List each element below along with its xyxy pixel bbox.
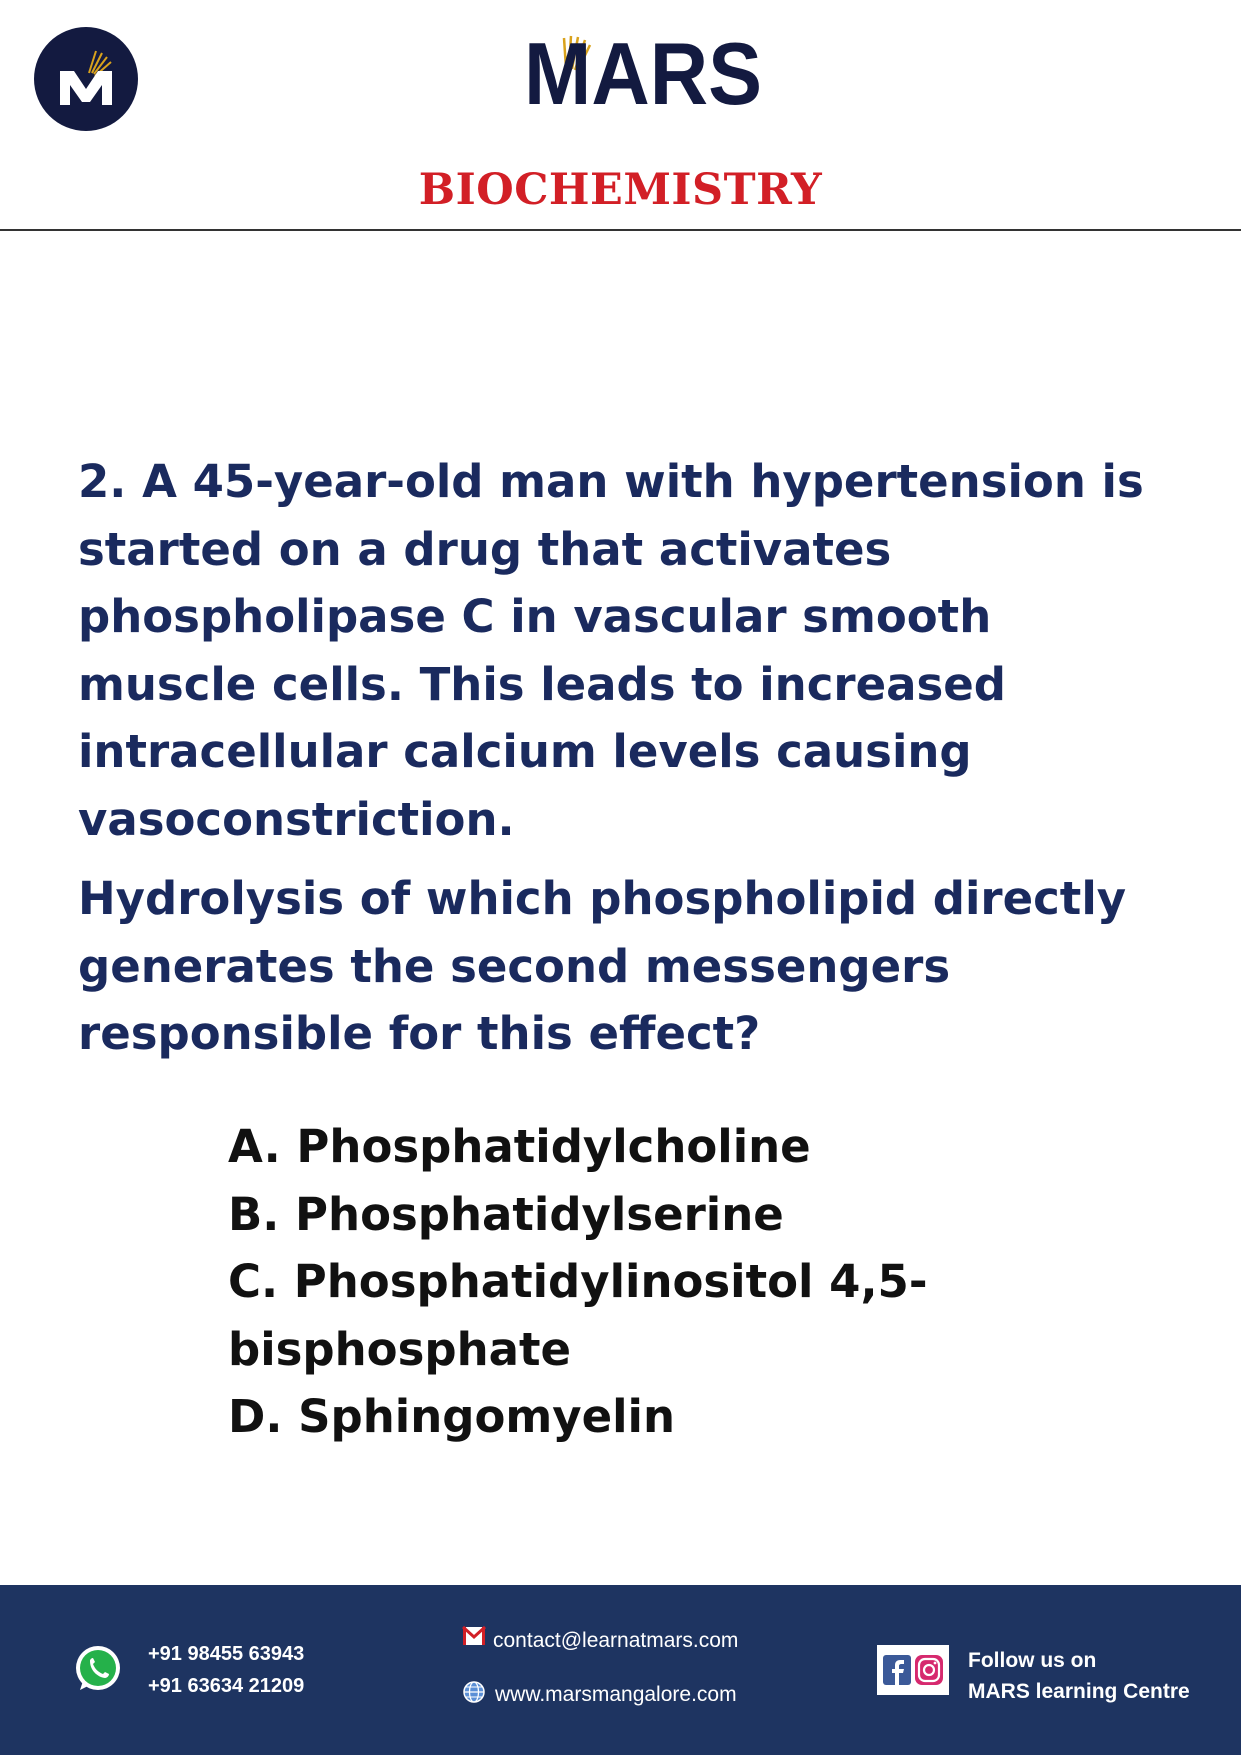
header-divider xyxy=(0,229,1241,231)
facebook-icon xyxy=(883,1655,911,1685)
question-stem: 2. A 45-year-old man with hypertension is started on a drug that activates phospholipase C in vascular smooth muscle cells. This leads to increased intracellular calcium levels causing vasoconstriction. xyxy=(78,455,1144,846)
follow-label: Follow us on xyxy=(968,1649,1097,1672)
question-prompt: Hydrolysis of which phospholipid directly generates the second messengers responsible for this effect? xyxy=(78,872,1127,1060)
email-link[interactable]: contact@learnatmars.com xyxy=(493,1629,739,1652)
social-handle[interactable]: MARS learning Centre xyxy=(968,1680,1190,1703)
whatsapp-icon xyxy=(72,1643,124,1695)
mars-logo-icon xyxy=(34,27,138,131)
brand-name: MARS xyxy=(524,24,762,110)
subject-title: BIOCHEMISTRY xyxy=(418,165,823,215)
option-c: C. Phosphatidylinositol 4,5-bisphosphate xyxy=(228,1255,928,1376)
globe-icon xyxy=(462,1680,486,1704)
option-b: B. Phosphatidylserine xyxy=(228,1187,784,1241)
option-d: D. Sphingomyelin xyxy=(228,1390,675,1443)
option-a: A. Phosphatidylcholine xyxy=(228,1120,811,1173)
instagram-icon xyxy=(915,1655,943,1685)
mail-icon xyxy=(462,1626,486,1646)
website-link[interactable]: www.marsmangalore.com xyxy=(495,1683,737,1706)
social-icons xyxy=(877,1645,949,1695)
brand-logo xyxy=(518,18,768,110)
phone-number-2[interactable]: +91 63634 21209 xyxy=(148,1675,305,1697)
question-block xyxy=(78,448,1158,1068)
answer-options xyxy=(228,1113,1028,1451)
phone-number-1[interactable]: +91 98455 63943 xyxy=(148,1643,305,1665)
